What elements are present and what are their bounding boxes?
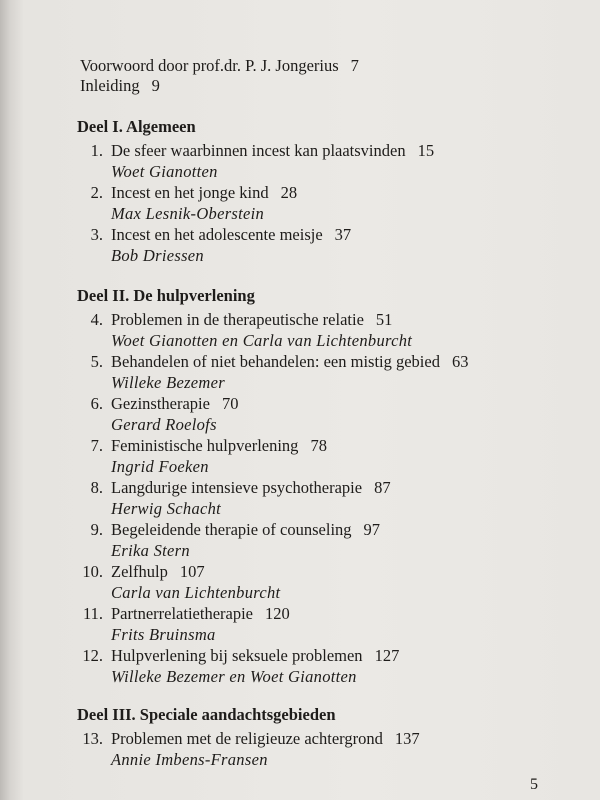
- entry-title: Voorwoord door prof.dr. P. J. Jongerius: [80, 56, 339, 75]
- chapter-title: Behandelen of niet behandelen: een mistig gebied: [111, 352, 440, 371]
- chapter-author: Carla van Lichtenburcht: [111, 583, 281, 602]
- toc-entry: [77, 519, 381, 561]
- chapter-title-line: [111, 561, 205, 582]
- toc-entry: [77, 351, 469, 393]
- chapter-title: Feministische hulpverlening: [111, 436, 299, 455]
- chapter-number: 1.: [90, 141, 103, 160]
- chapter-author: Erika Stern: [111, 541, 190, 560]
- chapter-author: Herwig Schacht: [111, 499, 222, 518]
- toc-entry: [77, 603, 290, 645]
- page-number: 87: [374, 478, 391, 497]
- chapter-number: 12.: [82, 646, 103, 665]
- page-number: 15: [417, 141, 435, 160]
- toc-entry: [77, 477, 391, 519]
- chapter-title-line: [111, 519, 380, 540]
- toc-entry: [77, 645, 400, 687]
- chapter-title-line: [111, 140, 434, 161]
- toc-entry: [77, 140, 435, 182]
- page-number: 9: [151, 76, 160, 95]
- page-number: 78: [310, 436, 327, 455]
- page-number: 107: [179, 562, 205, 581]
- page-number: 51: [375, 310, 393, 329]
- chapter-author: Annie Imbens-Fransen: [111, 750, 268, 769]
- chapter-title-line: [111, 435, 327, 456]
- part-heading: Deel II. De hulpverlening: [77, 286, 255, 305]
- chapter-title: De sfeer waarbinnen incest kan plaatsvinden: [111, 141, 406, 160]
- front-matter-item: [80, 76, 359, 96]
- entry-title: Inleiding: [80, 76, 140, 95]
- chapter-author: Gerard Roelofs: [111, 415, 217, 434]
- chapter-title-line: [111, 351, 468, 372]
- front-matter: [80, 56, 359, 96]
- toc-entry: [77, 309, 413, 351]
- chapter-author: Frits Bruinsma: [111, 625, 216, 644]
- chapter-author: Woet Gianotten en Carla van Lichtenburcht: [111, 331, 413, 350]
- page-number: 97: [363, 520, 381, 539]
- chapter-title: Gezinstherapie: [111, 394, 210, 413]
- chapter-title-line: [111, 645, 399, 666]
- chapter-title-line: [111, 477, 391, 498]
- part-heading: Deel III. Speciale aandachtsgebieden: [77, 705, 336, 724]
- chapter-number: 8.: [90, 478, 103, 497]
- chapter-number: 3.: [90, 225, 103, 244]
- chapter-title: Incest en het adolescente meisje: [111, 225, 323, 244]
- toc-entry: [77, 224, 352, 266]
- toc-entry: [77, 182, 298, 224]
- chapter-author: Woet Gianotten: [111, 162, 218, 181]
- chapter-number: 11.: [82, 604, 103, 623]
- page-number: 120: [265, 604, 290, 623]
- chapter-number: 5.: [90, 352, 103, 371]
- chapter-number: 7.: [90, 436, 103, 455]
- chapter-title: Problemen met de religieuze achtergrond: [111, 729, 383, 748]
- chapter-title-line: [111, 309, 392, 330]
- toc-entry: [77, 561, 281, 603]
- part-2: [77, 286, 469, 687]
- toc-entry: [77, 435, 327, 477]
- chapter-author: Willeke Bezemer en Woet Gianotten: [111, 667, 357, 686]
- chapter-title: Problemen in de therapeutische relatie: [111, 310, 364, 329]
- folio-page-number: 5: [530, 776, 538, 793]
- chapter-title: Incest en het jonge kind: [111, 183, 269, 202]
- chapter-number: 9.: [90, 520, 103, 539]
- chapter-number: 6.: [90, 394, 103, 413]
- chapter-number: 4.: [90, 310, 103, 329]
- chapter-author: Bob Driessen: [111, 246, 204, 265]
- chapter-title-line: [111, 603, 290, 624]
- page-number: 137: [394, 729, 420, 748]
- page-number: 63: [451, 352, 469, 371]
- chapter-title: Zelfhulp: [111, 562, 168, 581]
- chapter-title: Langdurige intensieve psychotherapie: [111, 478, 363, 497]
- toc-entry: [77, 393, 255, 435]
- page-number: 70: [221, 394, 239, 413]
- chapter-number: 2.: [90, 183, 103, 202]
- toc-entry: [77, 728, 420, 770]
- chapter-author: Max Lesnik-Oberstein: [111, 204, 265, 223]
- chapter-title-line: [111, 728, 420, 749]
- chapter-title: Partnerrelatietherapie: [111, 604, 253, 623]
- page-number: 28: [280, 183, 298, 202]
- chapter-author: Willeke Bezemer: [111, 373, 225, 392]
- chapter-author: Ingrid Foeken: [111, 457, 209, 476]
- chapter-title-line: [111, 182, 297, 203]
- part-heading: Deel I. Algemeen: [77, 117, 196, 136]
- part-1: [77, 117, 435, 266]
- chapter-title-line: [111, 393, 238, 414]
- chapter-title: Begeleidende therapie of counseling: [111, 520, 352, 539]
- page-number: 37: [334, 225, 352, 244]
- part-3: [77, 705, 420, 770]
- page-number: 127: [374, 646, 400, 665]
- chapter-number: 10.: [82, 562, 103, 581]
- chapter-title-line: [111, 224, 351, 245]
- chapter-number: 13.: [82, 729, 103, 748]
- chapter-title: Hulpverlening bij seksuele problemen: [111, 646, 363, 665]
- front-matter-item: [80, 56, 359, 76]
- page-number: 7: [350, 56, 359, 75]
